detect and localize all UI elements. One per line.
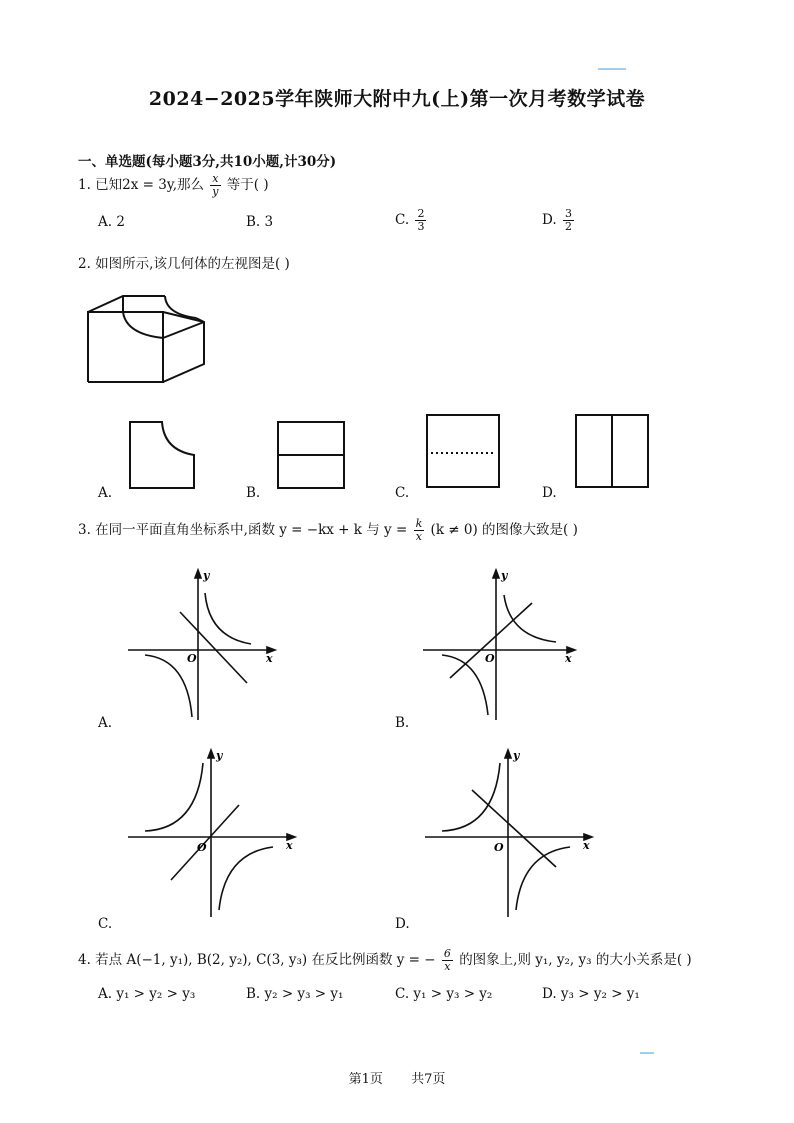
q2-option-c[interactable]: C. (395, 485, 410, 501)
q2-option-d[interactable]: D. (542, 485, 557, 501)
scan-mark-top (598, 68, 626, 70)
question-2-stem: 2. 如图所示,该几何体的左视图是( ) (78, 256, 290, 272)
page-title: 2024−2025学年陕师大附中九(上)第一次月考数学试卷 (148, 88, 646, 110)
q3-option-b[interactable]: B. (395, 715, 410, 731)
q2-option-a-figure (128, 420, 200, 492)
q4-option-b[interactable]: B. y₂ > y₃ > y₁ (246, 986, 344, 1002)
page-footer (0, 1068, 794, 1087)
q1-stem-post: 等于( ) (226, 177, 269, 193)
q3-a-origin-label: O (187, 652, 197, 665)
q1-option-c-label: C. (395, 212, 410, 228)
q2-option-b[interactable]: B. (246, 485, 261, 501)
q3-b-origin-label: O (485, 652, 495, 665)
q3-frac-num: k (415, 517, 423, 530)
q4-option-c[interactable]: C. y₁ > y₃ > y₂ (395, 986, 493, 1002)
q3-graph-d (422, 745, 597, 920)
q1-option-b[interactable]: B. 3 (246, 214, 274, 230)
q3-c-y-label: y (216, 749, 223, 762)
q3-stem-pre: 3. 在同一平面直角坐标系中,函数 y = −kx + k 与 y = (78, 522, 408, 538)
q1-option-c-num: 2 (417, 207, 425, 220)
section-heading: 一、单选题(每小题3分,共10小题,计30分) (78, 154, 337, 170)
q4-frac-den: x (444, 960, 451, 973)
q2-solid-figure (80, 282, 220, 392)
q3-option-c[interactable]: C. (98, 916, 113, 932)
q1-option-c-fraction (415, 208, 426, 233)
q1-stem-pre: 1. 已知2x = 3y,那么 (78, 177, 204, 193)
q4-frac-num: 6 (443, 947, 451, 960)
q1-fraction (210, 173, 220, 198)
q1-option-d-num: 3 (564, 207, 572, 220)
q3-option-d[interactable]: D. (395, 916, 410, 932)
q4-stem-pre: 4. 若点 A(−1, y₁), B(2, y₂), C(3, y₃) 在反比例函数 y = − (78, 952, 436, 968)
q3-graph-b (420, 565, 580, 725)
q3-option-a[interactable]: A. (98, 715, 113, 731)
q3-fraction (414, 518, 425, 543)
q2-option-d-figure (574, 413, 652, 491)
q1-option-a[interactable]: A. 2 (98, 214, 125, 230)
q2-option-b-figure (276, 420, 348, 492)
question-1-stem (78, 173, 269, 198)
q3-d-x-label: x (583, 839, 590, 852)
q3-graph-a (125, 565, 285, 725)
q4-stem-post: 的图象上,则 y₁, y₂, y₃ 的大小关系是( ) (459, 952, 692, 968)
q4-option-d[interactable]: D. y₃ > y₂ > y₁ (542, 986, 640, 1002)
q3-a-y-label: y (203, 569, 210, 582)
q2-option-a[interactable]: A. (98, 485, 113, 501)
q3-d-origin-label: O (494, 841, 504, 854)
q3-b-x-label: x (565, 652, 572, 665)
q3-c-x-label: x (286, 839, 293, 852)
q3-a-x-label: x (266, 652, 273, 665)
q2-option-c-figure (425, 413, 503, 491)
scan-mark-bottom (640, 1052, 654, 1054)
q1-frac-den: y (212, 185, 219, 198)
q1-option-c-den: 3 (417, 220, 425, 233)
q1-option-d-label: D. (542, 212, 557, 228)
page-number: 第1页 (348, 1072, 383, 1087)
q3-frac-den: x (415, 530, 423, 543)
q4-option-a[interactable]: A. y₁ > y₂ > y₃ (98, 986, 196, 1002)
q1-option-d-fraction (563, 208, 574, 233)
question-4-stem (78, 948, 692, 973)
q1-option-c[interactable] (395, 208, 428, 233)
q3-b-y-label: y (501, 569, 508, 582)
q4-fraction (442, 948, 453, 973)
page-total: 共7页 (411, 1072, 446, 1087)
q3-graph-c (125, 745, 300, 920)
q1-option-d-den: 2 (564, 220, 572, 233)
q3-stem-post: (k ≠ 0) 的图像大致是( ) (430, 522, 578, 538)
q1-frac-num: x (212, 172, 219, 185)
q3-c-origin-label: O (197, 841, 207, 854)
q1-option-d[interactable] (542, 208, 576, 233)
q3-d-y-label: y (513, 749, 520, 762)
question-3-stem (78, 518, 578, 543)
